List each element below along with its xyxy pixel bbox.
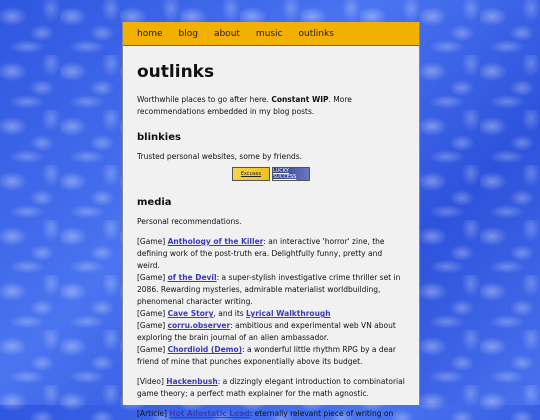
- page-container: [122, 22, 420, 418]
- link-cave-story[interactable]: Cave Story: [167, 309, 214, 318]
- item-desc: : eternally relevant piece of writing on: [249, 409, 394, 418]
- link-hackenbush[interactable]: Hackenbush: [166, 377, 218, 386]
- intro-text: [137, 94, 405, 118]
- item-desc: : an interactive 'horror' zine, the defining work of the post-truth era. Delightfully funny, pretty and weird.: [137, 237, 385, 270]
- item-prefix: [Game]: [137, 309, 168, 318]
- media-article: [137, 408, 405, 420]
- blinkie-excuses[interactable]: Excuses: [232, 167, 270, 181]
- item-desc: : a dizzingly elegant introduction to combinatorial game theory; a perfect math explainer for the math agnostic.: [137, 377, 405, 398]
- spacer: [137, 368, 405, 376]
- link-chordioid-demo[interactable]: Chordioid (Demo): [167, 345, 243, 354]
- media-text: Personal recommendations.: [137, 217, 242, 226]
- item-prefix: [Video]: [137, 377, 167, 386]
- intro-tail: . More recommendations embedded in my blog posts.: [137, 95, 352, 116]
- media-item: [137, 320, 405, 344]
- top-nav: [123, 22, 419, 46]
- item-desc: : ambitious and experimental web VN about exploring the brain journal of an alien ambassador.: [137, 321, 396, 342]
- media-item: [137, 344, 405, 368]
- media-video: [137, 376, 405, 400]
- link-corru-observer[interactable]: corru.observer: [167, 321, 231, 330]
- nav-home[interactable]: home: [137, 28, 163, 39]
- blinkies-heading: blinkies: [137, 132, 181, 143]
- media-heading: media: [137, 197, 172, 208]
- nav-outlinks[interactable]: outlinks: [298, 28, 334, 39]
- blinkie-badges: [137, 167, 405, 181]
- link-hot-allostatic-load[interactable]: Hot Allostatic Load: [169, 409, 250, 418]
- media-item: [137, 308, 405, 320]
- item-desc: : a super-stylish investigative crime thriller set in 2086. Rewarding mysteries, admirable materialist worldbuilding, phenomenal character writing.: [137, 273, 401, 306]
- item-prefix: [Game]: [137, 345, 168, 354]
- intro-lead: Worthwhile places to go after here.: [137, 95, 272, 104]
- intro-bold: Constant WIP: [271, 95, 329, 104]
- blinkie-lucky-success[interactable]: LUCKY SUCCESS: [272, 167, 310, 181]
- main-content: [123, 62, 419, 420]
- page-title: outlinks: [137, 62, 215, 82]
- nav-about[interactable]: about: [213, 28, 240, 39]
- media-item: [137, 236, 405, 272]
- link-of-the-devil[interactable]: of the Devil: [167, 273, 217, 282]
- item-prefix: [Article]: [137, 409, 170, 418]
- item-mid: , and its: [213, 309, 247, 318]
- item-prefix: [Game]: [137, 237, 168, 246]
- media-item: [137, 272, 405, 308]
- blinkies-text: Trusted personal websites, some by friends.: [137, 152, 303, 161]
- nav-blog[interactable]: blog: [178, 28, 198, 39]
- item-desc: : a wonderful little rhythm RPG by a dear friend of mine that punches exponentially above its budget.: [137, 345, 396, 366]
- link-anthology-of-the-killer[interactable]: Anthology of the Killer: [167, 237, 264, 246]
- spacer: [137, 228, 405, 236]
- item-prefix: [Game]: [137, 273, 168, 282]
- item-prefix: [Game]: [137, 321, 168, 330]
- spacer: [137, 400, 405, 408]
- nav-music[interactable]: music: [255, 28, 283, 39]
- link-lyrical-walkthrough[interactable]: Lyrical Walkthrough: [246, 309, 331, 318]
